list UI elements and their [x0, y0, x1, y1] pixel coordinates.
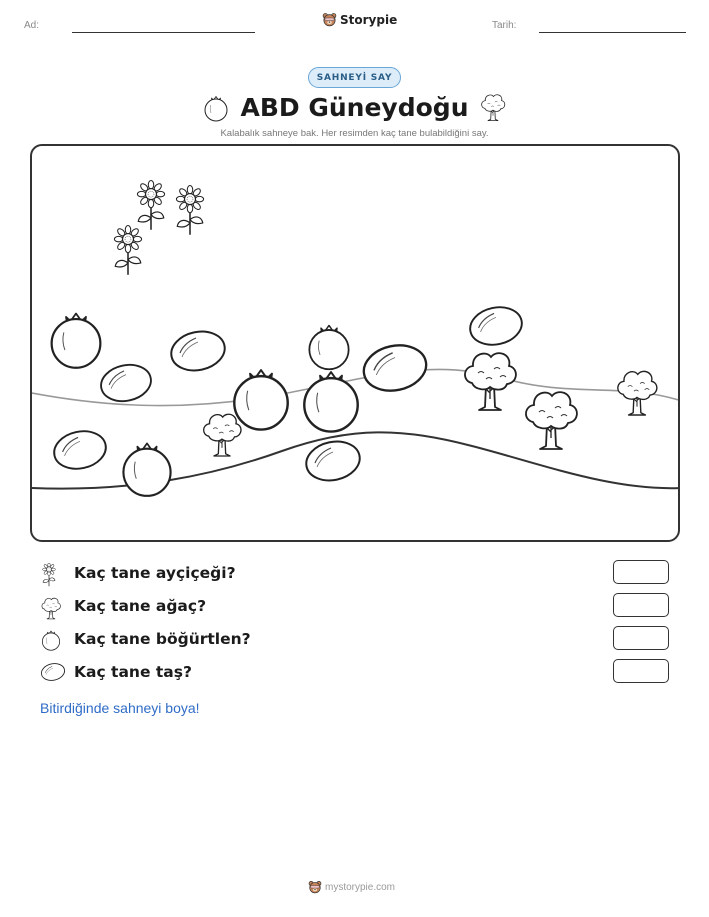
- stone: [303, 437, 364, 485]
- stone: [168, 327, 229, 375]
- question-sunflower: [40, 560, 680, 586]
- question-text: Kaç tane böğürtlen?: [74, 630, 251, 648]
- sunflower: [137, 181, 164, 230]
- counting-scene: [30, 144, 680, 542]
- sunflower-icon: [40, 563, 58, 587]
- stone: [51, 427, 110, 474]
- name-field-line[interactable]: [72, 32, 255, 33]
- sunflower: [176, 186, 203, 235]
- answer-box-tree[interactable]: [613, 593, 669, 617]
- question-stone: [40, 659, 680, 685]
- date-field-line[interactable]: [539, 32, 686, 33]
- sunflower: [114, 226, 141, 275]
- answer-box-sunflower[interactable]: [613, 560, 669, 584]
- question-blackberry: [40, 626, 680, 652]
- brand-logo: [322, 12, 397, 27]
- coloring-instruction: Bitirdiğinde sahneyi boya!: [40, 700, 200, 716]
- date-label: Tarih:: [492, 20, 517, 31]
- answer-box-blackberry[interactable]: [613, 626, 669, 650]
- blackberry: [309, 325, 348, 369]
- blackberry: [52, 314, 101, 368]
- tree: [618, 371, 657, 415]
- site-url: mystorypie.com: [325, 881, 396, 893]
- tree-icon: [40, 596, 62, 620]
- scene-illustration: [32, 146, 680, 542]
- question-text: Kaç tane ayçiçeği?: [74, 564, 236, 582]
- page-title: ABD Güneydoğu: [240, 93, 469, 122]
- tree: [526, 392, 577, 449]
- bear-logo-icon: [322, 12, 337, 27]
- stone-icon: [40, 662, 66, 682]
- stone: [98, 360, 155, 405]
- blackberry: [123, 443, 170, 496]
- tree: [465, 353, 516, 410]
- blackberry-icon: [40, 629, 62, 651]
- name-label: Ad:: [24, 20, 40, 31]
- bear-logo-icon: [308, 880, 322, 894]
- instructions: Kalabalık sahneye bak. Her resimden kaç tane bulabildiğini say.: [220, 128, 489, 139]
- blackberry: [234, 370, 287, 429]
- question-text: Kaç tane taş?: [74, 663, 192, 681]
- tree: [204, 414, 241, 456]
- stone: [360, 340, 431, 396]
- question-tree: [40, 593, 680, 619]
- question-text: Kaç tane ağaç?: [74, 597, 207, 615]
- tree-title-icon: [479, 92, 507, 122]
- brand-name: Storypie: [340, 12, 398, 27]
- answer-box-stone[interactable]: [613, 659, 669, 683]
- activity-badge: SAHNEYİ SAY: [308, 67, 401, 88]
- stone: [467, 303, 526, 350]
- site-footer: [308, 880, 395, 894]
